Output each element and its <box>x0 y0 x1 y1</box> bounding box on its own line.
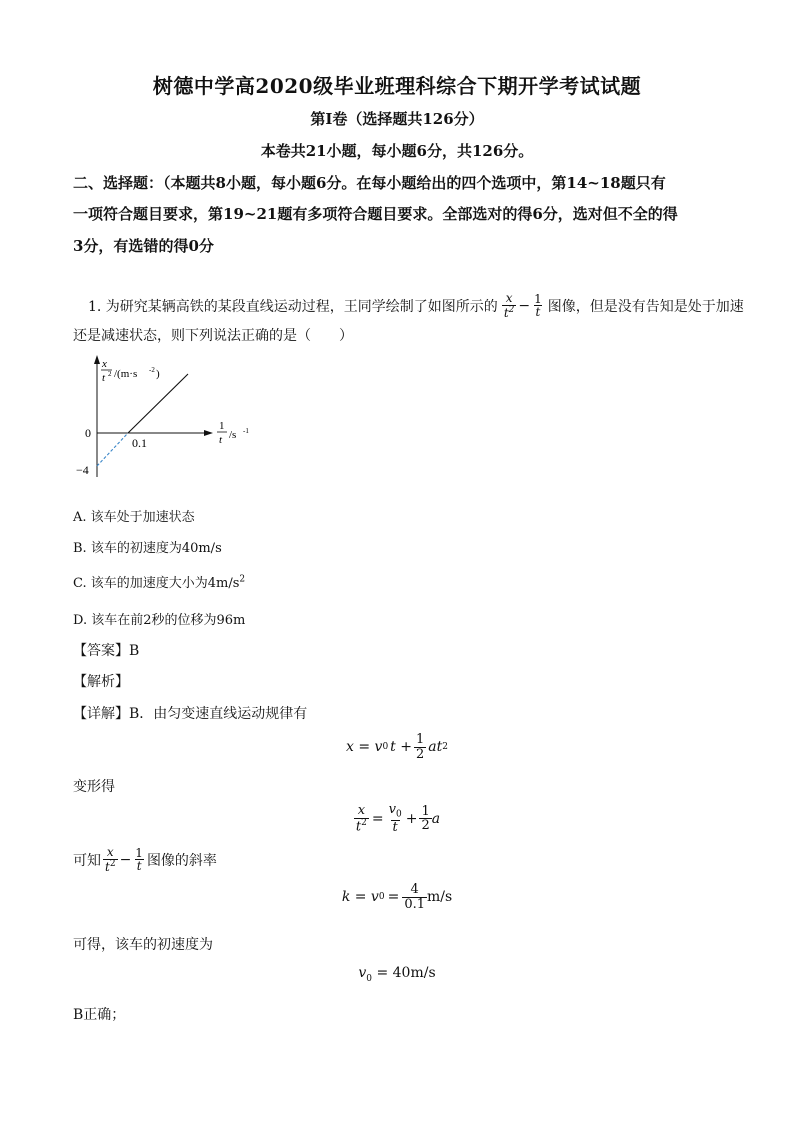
xt-graph <box>70 352 270 482</box>
know-frac2-num: 1 <box>135 845 143 860</box>
x-tick-label: 0.1 <box>132 436 147 450</box>
eq2-right-frac <box>419 805 431 833</box>
y-label-den: t <box>102 372 106 384</box>
question-stem <box>88 292 744 319</box>
section-line-1: 二、选择题：（本题共8小题，每小题6分。在每小题给出的四个选项中，第14~18题只有 <box>73 174 666 192</box>
know-frac-num: x <box>106 845 114 859</box>
deform-text: 变形得 <box>73 779 115 795</box>
know-before: 可知 <box>73 852 101 869</box>
know-frac-1-t <box>133 847 145 873</box>
equation-1 <box>0 733 794 761</box>
option-d: D. 该车在前2秒的位移为96m <box>73 613 246 628</box>
eq2-r-den: 2 <box>421 818 430 834</box>
stem-frac-num: x <box>505 291 513 305</box>
know-frac2-den: t <box>136 859 142 874</box>
y-label-num: x <box>102 358 107 370</box>
page-title: 树德中学高2020级毕业班理科综合下期开学考试试题 <box>152 74 642 98</box>
y-label-den-exp: 2 <box>108 370 112 378</box>
data-line-dashed <box>97 433 128 466</box>
eq2-plus: + <box>405 810 418 827</box>
answer-label: 【答案】B <box>73 643 140 659</box>
analysis-label: 【解析】 <box>73 674 129 690</box>
x-label-num: 1 <box>219 420 225 432</box>
y-axis-arrow <box>94 355 100 364</box>
part-note: 本卷共21小题，每小题6分，共126分。 <box>260 142 534 160</box>
eq1-frac-num: 1 <box>415 732 425 747</box>
stem-fraction-1-t <box>532 293 544 319</box>
eq4-v: v <box>358 965 367 981</box>
x-label-exp: -1 <box>243 427 249 435</box>
question-stem-line2: 还是减速状态，则下列说法正确的是（ ） <box>73 328 353 344</box>
eq1-exp: 2 <box>442 742 448 753</box>
eq1-sub: 0 <box>382 742 389 753</box>
eq1-frac-den: 2 <box>415 746 425 762</box>
eq2-eq: = <box>371 810 384 827</box>
equation-4 <box>0 965 794 984</box>
eq2-a: a <box>431 810 441 827</box>
y-label-exp: -2 <box>149 366 155 374</box>
result-intro: 可得，该车的初速度为 <box>73 937 213 953</box>
stem-frac-den: $t^2$ <box>503 304 515 320</box>
section-line-3: 3分，有选错的得0分 <box>73 237 214 255</box>
x-axis-arrow <box>204 430 213 436</box>
eq2-l-den-t: t <box>355 818 362 834</box>
section-line-2: 一项符合题目要求，第19~21题有多项符合题目要求。全部选对的得6分，选对但不全的得 <box>73 205 678 223</box>
eq2-mid-frac <box>387 803 404 835</box>
know-minus: − <box>119 851 132 868</box>
question-stem-text: 1. 为研究某辆高铁的某段直线运动过程，王同学绘制了如图所示的 <box>88 298 498 315</box>
eq2-left-frac <box>354 804 369 834</box>
slope-line <box>73 846 217 873</box>
know-frac-den-t: t <box>105 859 110 874</box>
stem-minus: − <box>518 297 531 314</box>
know-after: 图像的斜率 <box>146 852 217 869</box>
eq1-right: at <box>428 739 443 756</box>
stem-frac-den-t: t <box>503 305 509 320</box>
eq4-sub: 0 <box>366 973 373 984</box>
eq2-l-num: x <box>357 803 366 818</box>
equation-3 <box>0 883 794 911</box>
data-line-solid <box>128 374 188 433</box>
know-frac-den: $t^2$ <box>105 858 116 874</box>
eq1-left: x = v <box>346 739 383 756</box>
y-label-close: ) <box>156 368 160 380</box>
option-c <box>73 572 245 591</box>
eq1-mid: t + <box>390 739 412 756</box>
origin-label: 0 <box>85 426 91 440</box>
question-stem-tail: 图像，但是没有告知是处于加速 <box>547 298 744 315</box>
eq3-sub: 0 <box>378 892 385 903</box>
eq3-unit: m/s <box>427 889 453 906</box>
option-b: B. 该车的初速度为40m/s <box>73 541 222 556</box>
eq2-l-den: $t^2$ <box>355 817 367 834</box>
stem-frac2-den: t <box>535 305 541 320</box>
option-a: A. 该车处于加速状态 <box>73 510 195 525</box>
know-frac-x-t2 <box>103 846 118 873</box>
eq3-den: 0.1 <box>404 896 425 912</box>
detail-text: 【详解】B．由匀变速直线运动规律有 <box>73 706 308 722</box>
eq2-r-num: 1 <box>421 803 430 819</box>
y-label-unit: /(m·s <box>114 368 138 380</box>
eq3-frac <box>402 883 427 911</box>
x-label-den: t <box>219 434 223 446</box>
option-c-exp: 2 <box>239 574 246 585</box>
x-label-unit: /s <box>229 429 237 441</box>
eq4-right: = 40m/s <box>372 965 436 981</box>
y-intercept-label: −4 <box>76 463 89 477</box>
option-c-text: C. 该车的加速度大小为4m/s <box>73 576 240 591</box>
part-heading: 第Ⅰ卷（选择题共126分） <box>310 110 484 128</box>
eq3-num: 4 <box>410 882 419 897</box>
stem-frac2-num: 1 <box>534 291 542 306</box>
eq1-frac <box>414 733 426 761</box>
eq2-m-num-v: v <box>388 801 396 817</box>
eq3-eq: = <box>387 889 400 906</box>
eq2-m-num: $v_0$ <box>388 801 402 820</box>
stem-fraction-x-t2 <box>502 292 517 319</box>
equation-2 <box>0 802 794 835</box>
eq3-left: k = v <box>341 889 379 906</box>
conclusion-text: B正确； <box>73 1007 126 1023</box>
eq2-m-den: t <box>392 820 398 835</box>
